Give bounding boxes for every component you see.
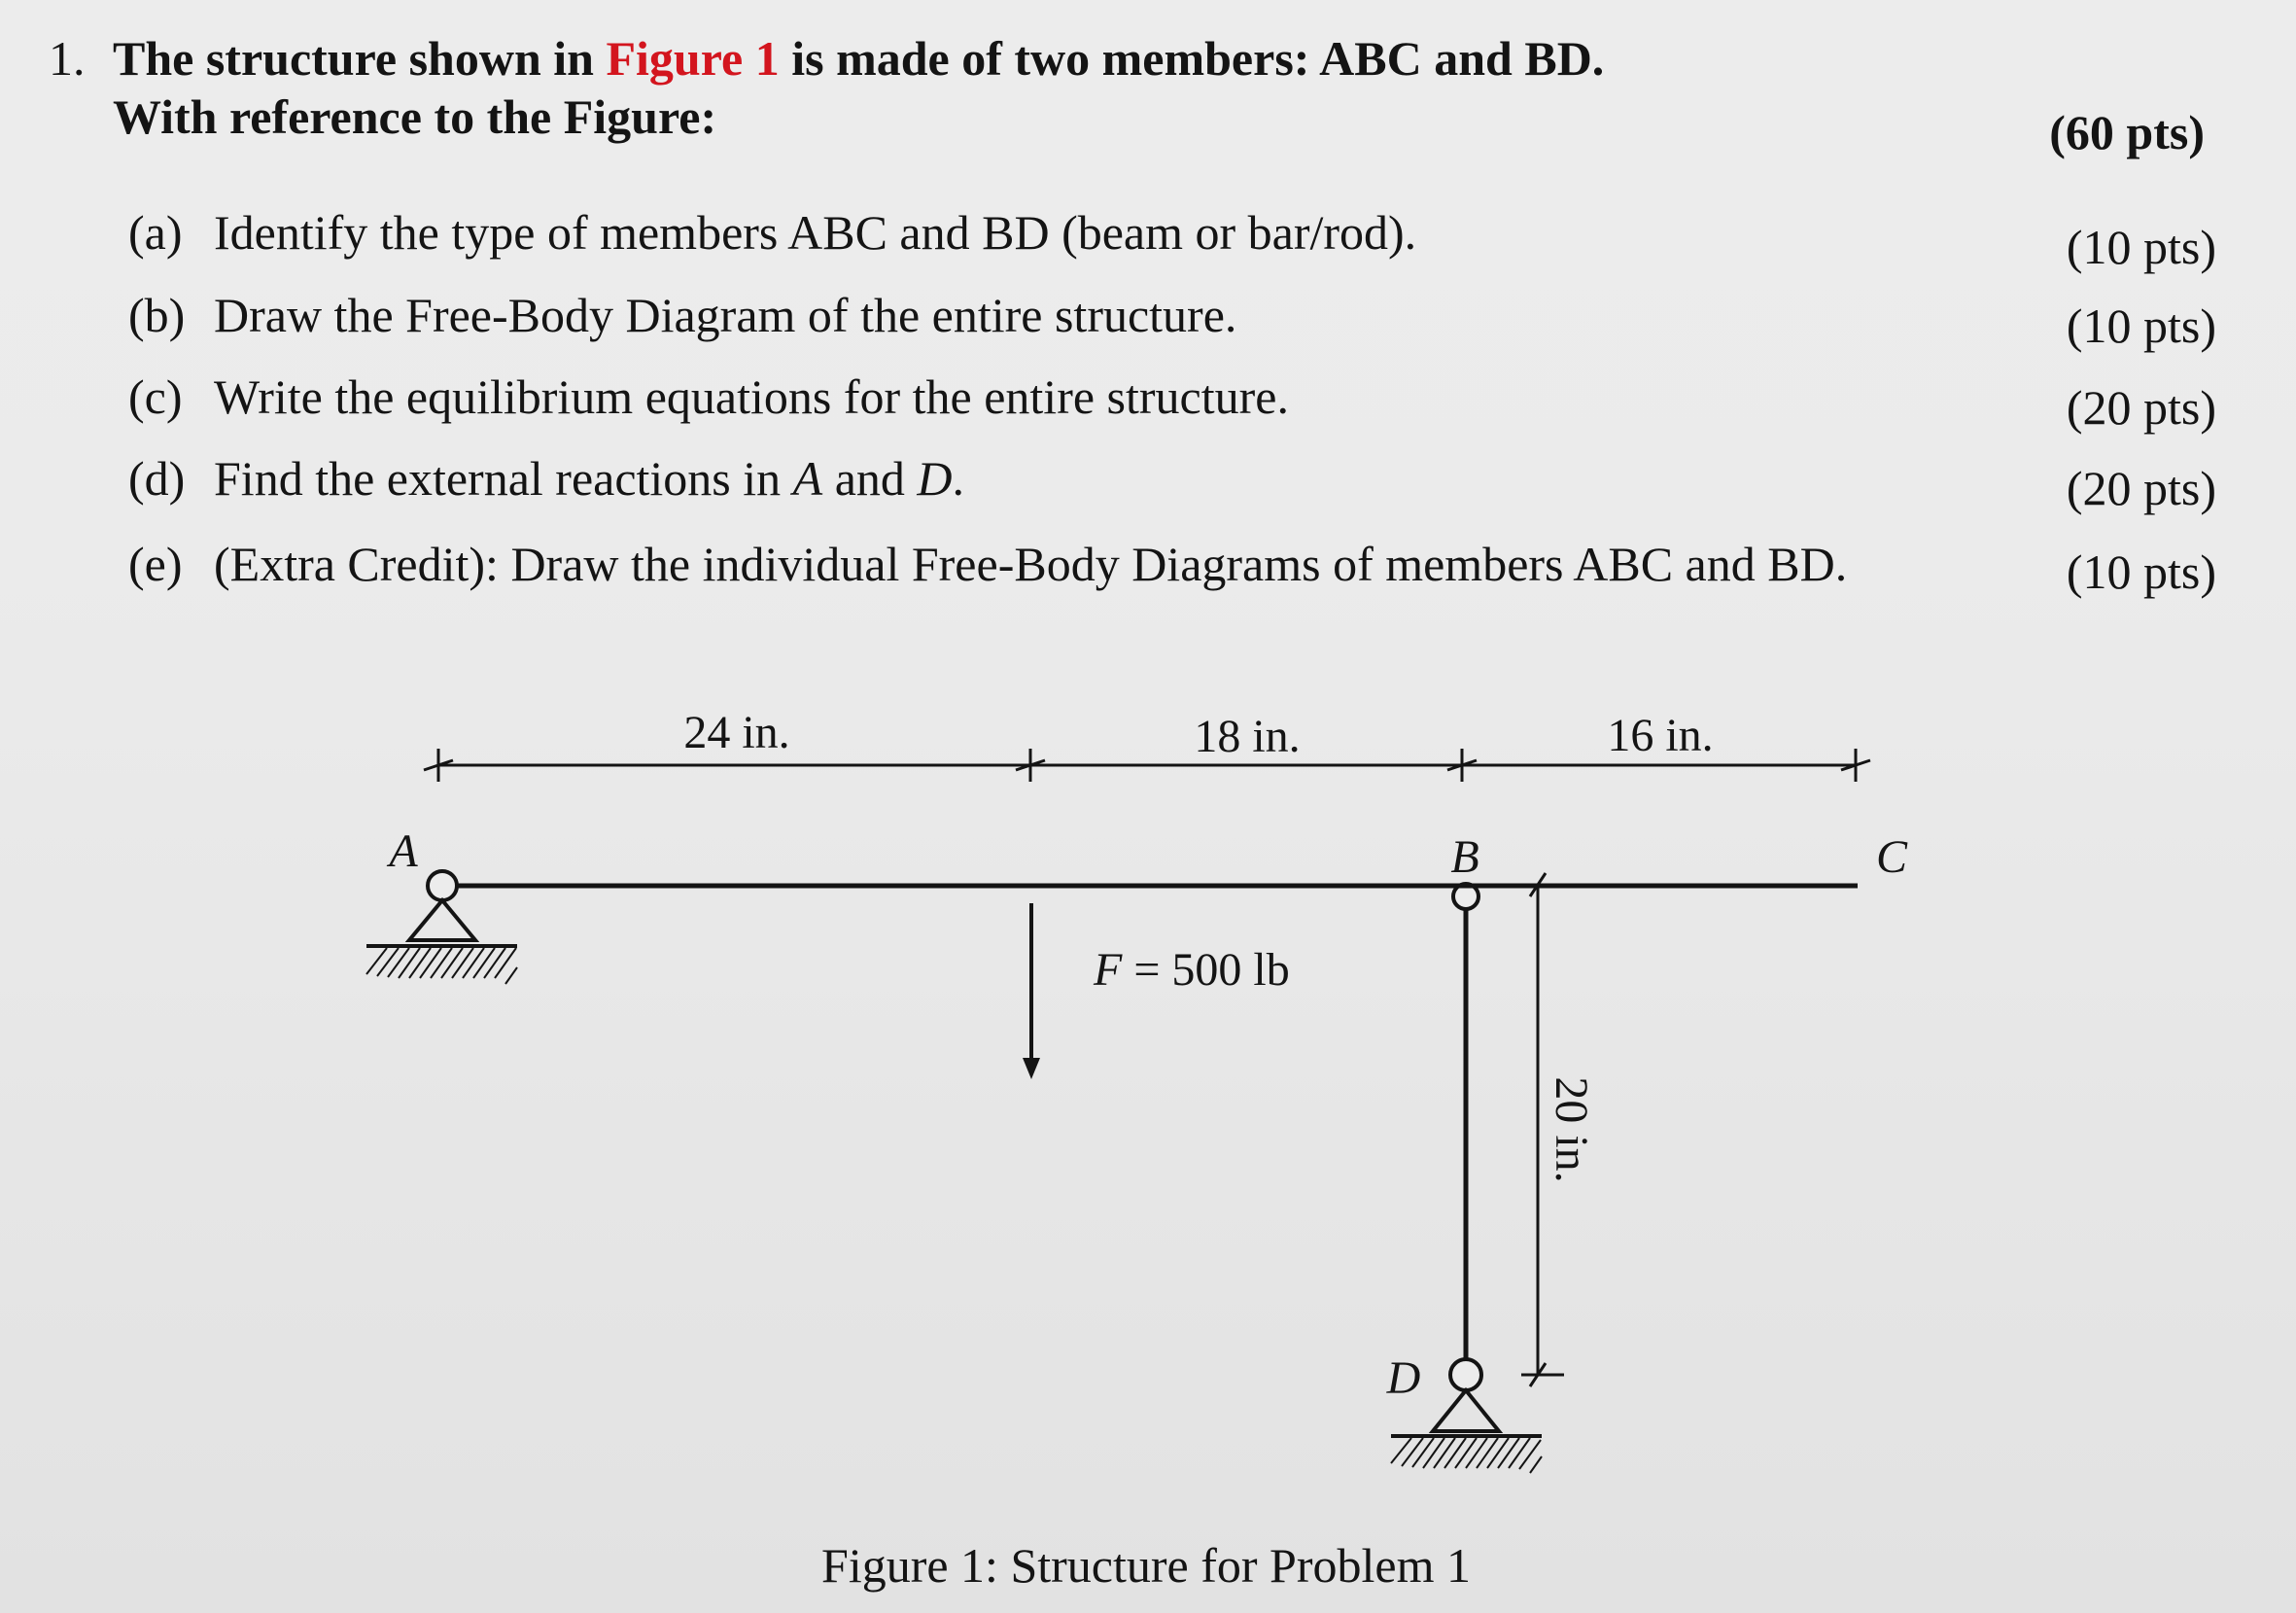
problem-number: 1.: [49, 31, 86, 86]
part-text-segment: Find the external reactions in: [214, 451, 793, 506]
dimension-tick-bottom: [1521, 1363, 1564, 1386]
force-label: [1093, 944, 1290, 996]
statement-text-end: is made of two members: ABC and BD.: [779, 31, 1605, 86]
point-label-d: D: [1386, 1352, 1421, 1404]
statement-text-start: The structure shown in: [113, 31, 607, 86]
part-text-segment: and: [822, 451, 918, 506]
part-b-points: (10 pts): [2066, 298, 2216, 353]
part-d-points: (20 pts): [2066, 461, 2216, 515]
part-text-segment: .: [952, 451, 965, 506]
dimension-label-18: 18 in.: [1194, 711, 1301, 762]
pin-a: [428, 871, 457, 900]
point-label-a: A: [389, 825, 418, 877]
force-value: = 500 lb: [1122, 944, 1290, 996]
part-text: Write the equilibrium equations for the entire structure.: [214, 369, 1289, 424]
part-text: Identify the type of members ABC and BD (beam or bar/rod).: [214, 205, 1417, 260]
part-letter: (d): [128, 451, 186, 506]
ground-a-hatch: [366, 948, 517, 984]
pin-d: [1450, 1359, 1481, 1390]
part-e-points: (10 pts): [2066, 544, 2216, 599]
problem-instruction: With reference to the Figure:: [113, 89, 717, 144]
force-arrow-head: [1023, 1058, 1040, 1079]
part-letter: (b): [128, 288, 186, 342]
dimension-label-20: 20 in.: [1546, 1076, 1597, 1183]
ground-d-hatch: [1391, 1438, 1542, 1473]
part-letter: (e): [128, 537, 183, 591]
figure-caption-text: Figure 1: Structure for Problem 1: [821, 1538, 1471, 1593]
part-text: (Extra Credit): Draw the individual Free-Body Diagrams of members ABC and BD.: [214, 537, 1848, 591]
part-text: Draw the Free-Body Diagram of the entire structure.: [214, 288, 1237, 342]
part-letter: (a): [128, 205, 183, 260]
support-a-triangle: [409, 900, 475, 940]
total-points: (60 pts): [2049, 105, 2205, 159]
italic-point-symbol: D: [917, 451, 953, 506]
part-c-points: (20 pts): [2066, 380, 2216, 435]
dimension-label-24: 24 in.: [683, 707, 790, 758]
point-label-c: C: [1875, 831, 1908, 883]
part-a-points: (10 pts): [2066, 220, 2216, 274]
italic-point-symbol: A: [792, 451, 823, 506]
part-letter: (c): [128, 369, 183, 424]
dimension-label-16: 16 in.: [1607, 710, 1714, 761]
figure-reference-link[interactable]: Figure 1: [606, 31, 780, 86]
support-d-triangle: [1433, 1390, 1499, 1431]
force-symbol: F: [1094, 944, 1123, 996]
figure-caption: [0, 1536, 2296, 1595]
point-label-b: B: [1450, 831, 1479, 883]
